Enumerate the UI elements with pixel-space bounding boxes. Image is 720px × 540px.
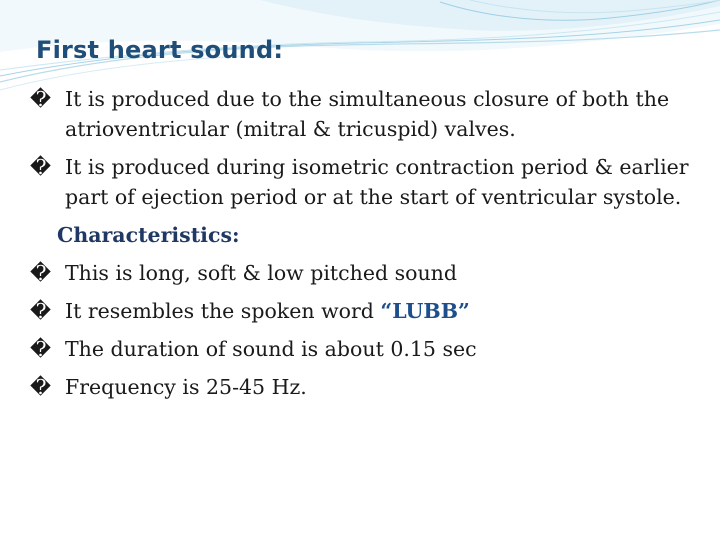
bullet-point (30, 152, 700, 212)
bullet-glyph-icon: � (30, 337, 52, 361)
characteristics-heading: Characteristics: (57, 223, 240, 247)
characteristic-item (30, 258, 700, 288)
bullet-text: It is produced during isometric contraction period & earlier part of ejection period or at the start of ventricular systole. (65, 155, 689, 209)
slide-title: First heart sound: (36, 36, 284, 64)
bullet-glyph-icon: � (30, 299, 52, 323)
characteristic-item (30, 334, 700, 364)
bullet-glyph-icon: � (30, 261, 52, 285)
characteristic-text: Frequency is 25-45 Hz. (65, 375, 307, 399)
characteristic-item (30, 372, 700, 402)
characteristic-text: This is long, soft & low pitched sound (65, 261, 458, 285)
bullet-glyph-icon: � (30, 375, 52, 399)
bullet-glyph-icon: � (30, 87, 52, 111)
characteristic-text: The duration of sound is about 0.15 sec (65, 337, 477, 361)
characteristic-item (30, 296, 700, 326)
lubb-quote: “LUBB” (380, 299, 470, 323)
characteristic-text: It resembles the spoken word (65, 299, 381, 323)
slide-body (30, 84, 700, 410)
bullet-text: It is produced due to the simultaneous closure of both the atrioventricular (mitral & tricuspid) valves. (65, 87, 670, 141)
bullet-point (30, 84, 700, 144)
bullet-glyph-icon: � (30, 155, 52, 179)
